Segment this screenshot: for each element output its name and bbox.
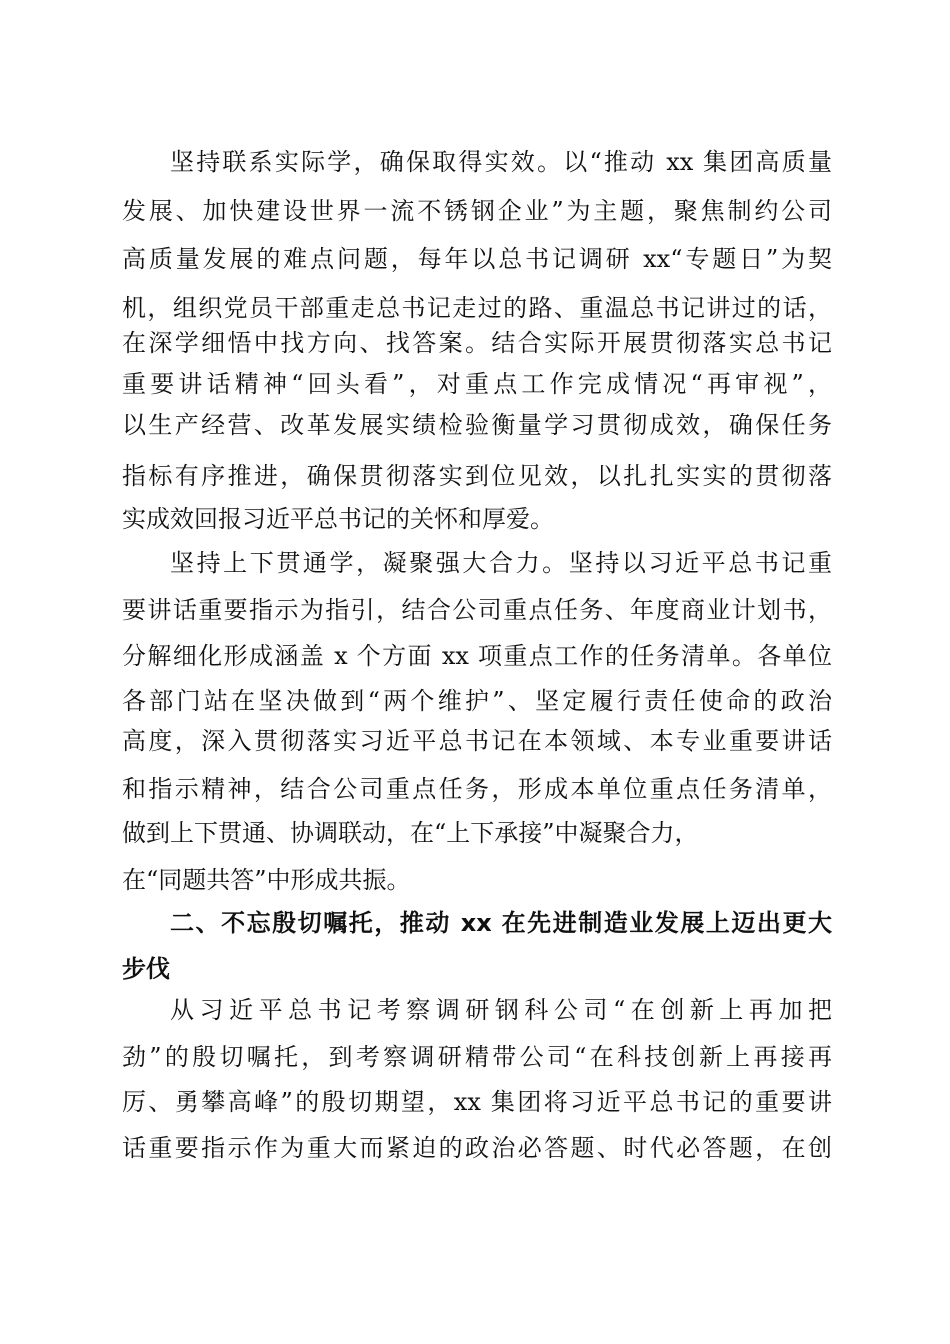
- paragraph-1-line: 指标有序推进，确保贯彻落实到位见效，以扎扎实实的贯彻落: [122, 462, 832, 490]
- paragraph-2-line: 高度，深入贯彻落实习近平总书记在本领域、本专业重要讲话: [122, 727, 832, 755]
- paragraph-1-line: 高质量发展的难点问题，每年以总书记调研 xx“专题日”为契: [122, 245, 832, 273]
- paragraph-3-line: 厉、勇攀高峰”的殷切期望，xx 集团将习近平总书记的重要讲: [122, 1088, 832, 1116]
- paragraph-2-line: 做到上下贯通、协调联动，在“上下承接”中凝聚合力，: [122, 819, 699, 847]
- paragraph-3-line: 从习近平总书记考察调研钢科公司“在创新上再加把: [170, 996, 832, 1024]
- paragraph-2-line: 在“同题共答”中形成共振。: [122, 866, 411, 894]
- section-heading: 二、不忘殷切嘱托，推动 xx 在先进制造业发展上迈出更大: [170, 909, 832, 937]
- paragraph-1-line: 在深学细悟中找方向、找答案。结合实际开展贯彻落实总书记: [122, 329, 832, 357]
- paragraph-3-line: 劲”的殷切嘱托，到考察调研精带公司“在科技创新上再接再: [122, 1043, 832, 1071]
- paragraph-2-line: 坚持上下贯通学，凝聚强大合力。坚持以习近平总书记重: [170, 549, 832, 577]
- paragraph-3-line: 话重要指示作为重大而紧迫的政治必答题、时代必答题，在创: [122, 1134, 832, 1162]
- paragraph-2-line: 各部门站在坚决做到“两个维护”、坚定履行责任使命的政治: [122, 687, 832, 715]
- paragraph-1-line: 发展、加快建设世界一流不锈钢企业”为主题，聚焦制约公司: [122, 197, 832, 225]
- paragraph-1-line: 坚持联系实际学，确保取得实效。以“推动 xx 集团高质量: [170, 148, 832, 176]
- paragraph-2-line: 要讲话重要指示为指引，结合公司重点任务、年度商业计划书，: [122, 596, 832, 624]
- paragraph-1-line: 以生产经营、改革发展实绩检验衡量学习贯彻成效，确保任务: [122, 411, 832, 439]
- section-heading: 步伐: [122, 955, 170, 983]
- paragraph-2-line: 和指示精神，结合公司重点任务，形成本单位重点任务清单，: [122, 775, 832, 803]
- paragraph-1-line: 重要讲话精神“回头看”，对重点工作完成情况“再审视”，: [122, 370, 832, 398]
- paragraph-1-line: 实成效回报习近平总书记的关怀和厚爱。: [122, 505, 554, 533]
- paragraph-1-line: 机，组织党员干部重走总书记走过的路、重温总书记讲过的话，: [122, 294, 832, 322]
- paragraph-2-line: 分解细化形成涵盖 x 个方面 xx 项重点工作的任务清单。各单位: [122, 642, 832, 670]
